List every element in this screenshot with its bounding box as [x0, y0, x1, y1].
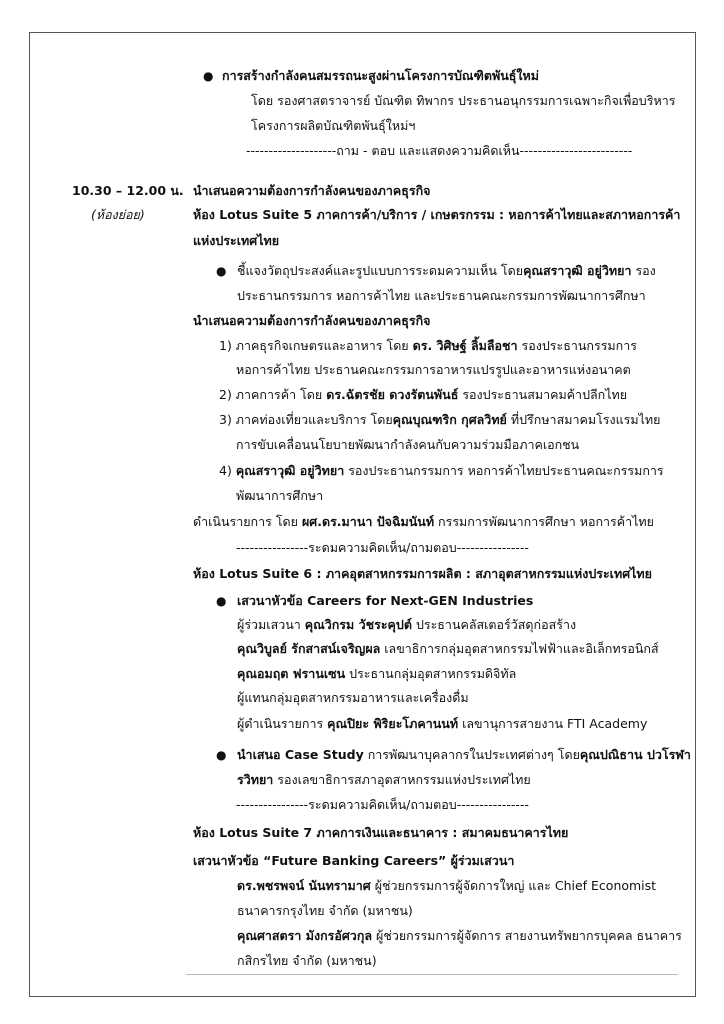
person-name: คุณสราวุฒิ อยู่วิทยา — [235, 463, 345, 478]
bullet-icon: ● — [203, 69, 214, 83]
list-item-cont: พัฒนาการศึกษา — [236, 488, 324, 503]
bullet-icon: ● — [216, 748, 227, 762]
person-name: คุณปณิธาน ปวโรฬา — [579, 747, 691, 762]
session-heading: นำเสนอความต้องการกำลังคนของภาคธุรกิจ — [193, 183, 431, 198]
panelist-line — [237, 641, 659, 657]
text-segment: 3) ภาคท่องเที่ยวและบริการ โดย — [219, 412, 393, 427]
list-item — [219, 387, 627, 403]
text-segment: ผู้ดำเนินรายการ — [237, 716, 328, 731]
text-segment: ชี้แจงวัตถุประสงค์และรูปแบบการระดมความเห็น โดย — [237, 263, 524, 278]
divider-line — [186, 974, 678, 975]
person-name: คุณศาสตรา มังกรอัศวกุล — [237, 928, 373, 943]
suite7-forum: เสวนาหัวข้อ “Future Banking Careers” ผู้ร่วมเสวนา — [193, 853, 515, 868]
list-item-cont: การขับเคลื่อนนโยบายพัฒนากำลังคนกับความร่วมมือภาคเอกชน — [236, 437, 580, 452]
text-segment: ดำเนินรายการ โดย — [193, 514, 302, 529]
panelist-line — [237, 666, 516, 682]
suite6-bullet2-cont — [237, 772, 531, 788]
list-item — [219, 412, 660, 428]
text-segment: ผู้ช่วยกรรมการผู้จัดการ สายงานทรัพยากรบุคคล ธนาคาร — [372, 928, 682, 943]
bullet-icon: ● — [216, 264, 227, 278]
person-name: ดร.พชรพจน์ นันทรามาศ — [237, 878, 371, 893]
text-segment: ผู้ร่วมเสวนา — [237, 617, 305, 632]
person-name: คุณปิยะ พิริยะโภคานนท์ — [327, 716, 459, 731]
person-name: คุณบุณฑริก กุศลวิทย์ — [392, 412, 507, 427]
divider-text: ----------------ระดมความคิดเห็น/ถามตอบ---------------- — [236, 797, 529, 812]
text-segment: การพัฒนาบุคลากรในประเทศต่างๆ โดย — [363, 747, 580, 762]
body-line: โครงการผลิตบัณฑิตพันธุ์ใหม่ฯ — [251, 118, 416, 133]
speaker-line-cont: ธนาคารกรุงไทย จำกัด (มหาชน) — [237, 903, 413, 918]
divider-text: --------------------ถาม - ตอบ และแสดงความคิดเห็น------------------------- — [246, 143, 633, 158]
person-name: คุณวิกรม วัชระคุปต์ — [304, 617, 412, 632]
body-line: โดย รองศาสตราจารย์ บัณฑิต ทิพากร ประธานอนุกรรมการเฉพาะกิจเพื่อบริหาร — [251, 93, 676, 108]
text-segment: 4) — [219, 463, 236, 478]
list-item — [219, 463, 664, 479]
person-name: รวิทยา — [237, 772, 274, 787]
person-name: คุณอมฤต ฟรานเซน — [237, 666, 346, 681]
text-segment: 2) ภาคการค้า โดย — [219, 387, 327, 402]
text-segment: เลขาธิการกลุ่มอุตสาหกรรมไฟฟ้าและอิเล็กทรอนิกส์ — [380, 641, 659, 656]
suite5-subheading: นำเสนอความต้องการกำลังคนของภาคธุรกิจ — [193, 313, 431, 328]
list-item — [219, 338, 637, 354]
divider-text: ----------------ระดมความคิดเห็น/ถามตอบ---------------- — [236, 540, 529, 555]
panelist-line — [237, 617, 576, 633]
bullet-title: การสร้างกำลังคนสมรรถนะสูงผ่านโครงการบัณฑิตพันธุ์ใหม่ — [222, 68, 539, 83]
person-name: ดร.ฉัตรชัย ดวงรัตนพันธ์ — [326, 387, 459, 402]
suite5-title-cont: แห่งประเทศไทย — [193, 233, 280, 248]
text-segment: รองประธานกรรมการ — [517, 338, 637, 353]
moderator-line — [237, 716, 647, 732]
text-segment: กรรมการพัฒนาการศึกษา หอการค้าไทย — [434, 514, 654, 529]
suite5-bullet1 — [237, 263, 656, 279]
text-segment: ประธานกลุ่มอุตสาหกรรมดิจิทัล — [345, 666, 517, 681]
text-segment: ประธานคลัสเตอร์วัสดุก่อสร้าง — [411, 617, 577, 632]
person-name: คุณวิบูลย์ รักสาสน์เจริญผล — [237, 641, 381, 656]
text-segment: นำเสนอ Case Study — [237, 747, 364, 762]
text-segment: เลขานุการสายงาน FTI Academy — [458, 716, 648, 731]
text-segment: รองประธานสมาคมค้าปลีกไทย — [458, 387, 628, 402]
suite6-bullet2 — [237, 747, 691, 763]
speaker-line — [237, 878, 656, 894]
text-segment: ผู้ช่วยกรรมการผู้จัดการใหญ่ และ Chief Economist — [370, 878, 657, 893]
text-segment: รอง — [631, 263, 656, 278]
bullet-icon: ● — [216, 594, 227, 608]
body-line: ประธานกรรมการ หอการค้าไทย และประธานคณะกรรมการพัฒนาการศึกษา — [237, 288, 646, 303]
person-name: คุณสราวุฒิ อยู่วิทยา — [523, 263, 632, 278]
suite5-title: ห้อง Lotus Suite 5 ภาคการค้า/บริการ / เกษตรกรรม : หอการค้าไทยและสภาหอการค้า — [193, 207, 681, 222]
suite7-title: ห้อง Lotus Suite 7 ภาคการเงินและธนาคาร : สมาคมธนาคารไทย — [193, 825, 569, 840]
text-segment: ที่ปรึกษาสมาคมโรงแรมไทย — [506, 412, 661, 427]
list-item-cont: หอการค้าไทย ประธานคณะกรรมการอาหารแปรรูปและอาหารแห่งอนาคต — [236, 362, 631, 377]
speaker-line-cont: กสิกรไทย จำกัด (มหาชน) — [237, 953, 377, 968]
text-segment: รองเลขาธิการสภาอุตสาหกรรมแห่งประเทศไทย — [273, 772, 531, 787]
suite6-bullet1-title: เสวนาหัวข้อ Careers for Next-GEN Industries — [237, 593, 534, 608]
panelist-line: ผู้แทนกลุ่มอุตสาหกรรมอาหารและเครื่องดื่ม — [237, 690, 469, 705]
text-segment: 1) ภาคธุรกิจเกษตรและอาหาร โดย — [219, 338, 413, 353]
text-segment: รองประธานกรรมการ หอการค้าไทยประธานคณะกรรมการ — [344, 463, 664, 478]
suite6-title: ห้อง Lotus Suite 6 : ภาคอุตสาหกรรมการผลิต : สภาอุตสาหกรรมแห่งประเทศไทย — [193, 566, 652, 581]
session-time: 10.30 – 12.00 น. — [72, 183, 184, 198]
moderator-line — [193, 514, 654, 530]
room-type: (ห้องย่อย) — [91, 207, 145, 222]
person-name: ผศ.ดร.มานา ปัจฉิมนันท์ — [301, 514, 435, 529]
person-name: ดร. วิศิษฐ์ ลิ้มลือชา — [412, 338, 518, 353]
speaker-line — [237, 928, 682, 944]
